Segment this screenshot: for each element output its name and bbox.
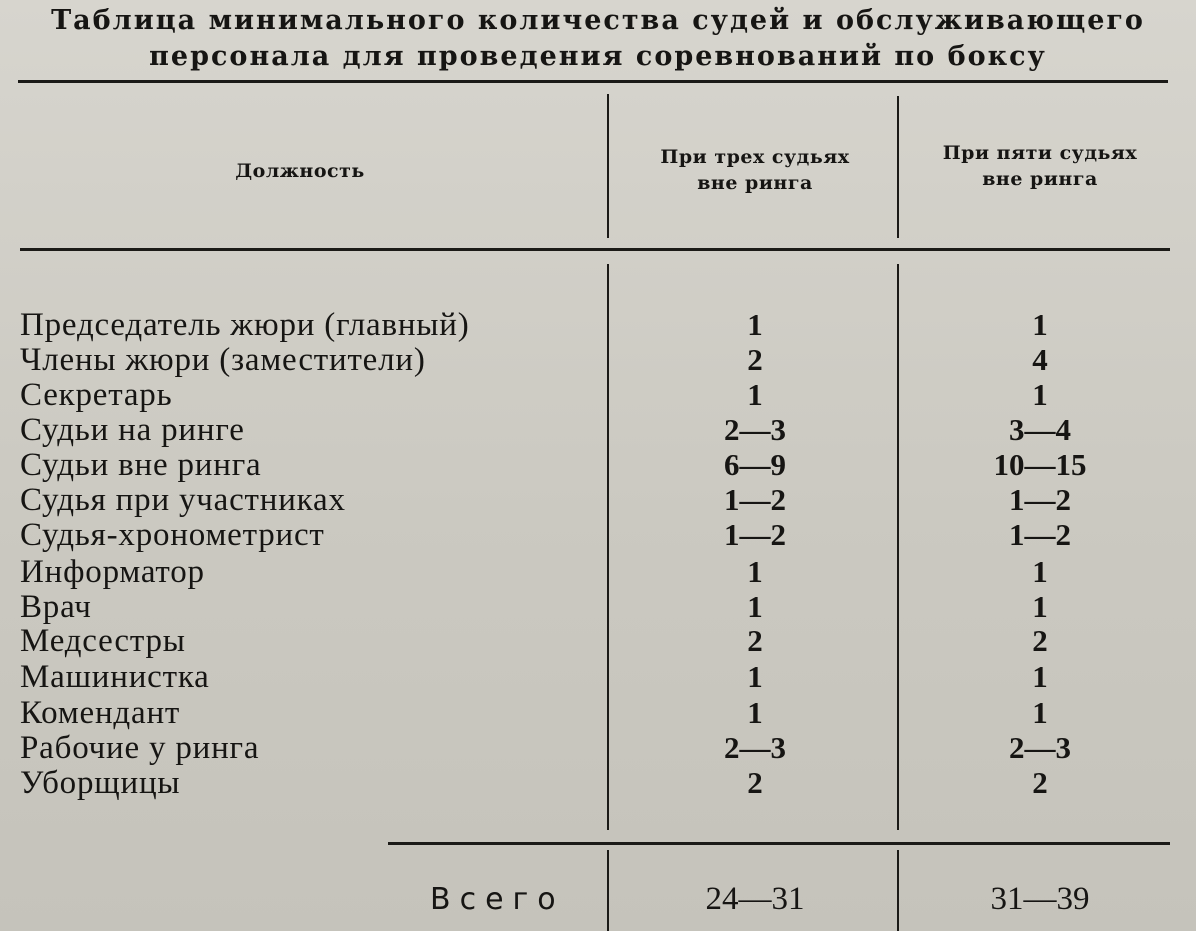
row-value-five: 10—15 xyxy=(993,447,1087,482)
row-value-five: 1 xyxy=(1032,695,1048,730)
row-position: Комендант xyxy=(20,695,181,731)
table-title-line-2: персонала для проведения соревнований по боксу xyxy=(149,41,1047,72)
row-value-five: 1 xyxy=(1032,659,1048,694)
row-value-three: 2—3 xyxy=(724,730,786,765)
row-value-three: 1—2 xyxy=(724,517,786,552)
row-value-three: 1 xyxy=(747,377,763,412)
row-position: Судьи вне ринга xyxy=(20,447,262,483)
row-value-five: 4 xyxy=(1032,342,1048,377)
row-position: Члены жюри (заместители) xyxy=(20,342,426,378)
row-position: Председатель жюри (главный) xyxy=(20,307,470,343)
column-divider-1-total xyxy=(607,850,609,931)
row-position: Информатор xyxy=(20,554,205,590)
row-value-three: 2 xyxy=(747,342,763,377)
row-value-five: 3—4 xyxy=(1009,412,1071,447)
header-position: Должность xyxy=(235,160,365,182)
row-value-three: 1 xyxy=(747,589,763,624)
header-five-judges-line-1: При пяти судьях xyxy=(942,142,1138,164)
column-divider-1-body xyxy=(607,264,609,830)
row-position: Врач xyxy=(20,589,92,625)
row-value-five: 1—2 xyxy=(1009,482,1071,517)
row-value-five: 2 xyxy=(1032,765,1048,800)
row-value-five: 2 xyxy=(1032,623,1048,658)
row-value-three: 6—9 xyxy=(724,447,786,482)
row-value-five: 1 xyxy=(1032,307,1048,342)
total-rule xyxy=(388,842,1170,845)
row-value-three: 2 xyxy=(747,623,763,658)
header-three-judges xyxy=(612,144,898,196)
row-value-three: 1 xyxy=(747,554,763,589)
row-value-five: 1 xyxy=(1032,554,1048,589)
header-five-judges xyxy=(902,140,1178,192)
row-position: Машинистка xyxy=(20,659,210,695)
header-three-judges-line-2: вне ринга xyxy=(697,172,813,194)
table-title-line-1: Таблица минимального количества судей и обслуживающего xyxy=(51,5,1145,36)
header-bottom-rule xyxy=(20,248,1170,251)
row-position: Уборщицы xyxy=(20,765,181,801)
header-five-judges-line-2: вне ринга xyxy=(982,168,1098,190)
row-position: Секретарь xyxy=(20,377,173,413)
row-value-three: 2 xyxy=(747,765,763,800)
row-position: Судья при участниках xyxy=(20,482,346,518)
total-label: Всего xyxy=(430,882,565,917)
top-rule xyxy=(18,80,1168,83)
row-value-five: 1 xyxy=(1032,377,1048,412)
total-value-five: 31—39 xyxy=(990,881,1090,917)
row-value-five: 1—2 xyxy=(1009,517,1071,552)
row-position: Судья-хронометрист xyxy=(20,517,325,553)
row-value-five: 2—3 xyxy=(1009,730,1071,765)
row-position: Медсестры xyxy=(20,623,186,659)
row-position: Рабочие у ринга xyxy=(20,730,260,766)
row-value-three: 1—2 xyxy=(724,482,786,517)
header-three-judges-line-1: При трех судьях xyxy=(660,146,850,168)
row-value-three: 1 xyxy=(747,307,763,342)
column-divider-1-header xyxy=(607,94,609,238)
row-value-three: 2—3 xyxy=(724,412,786,447)
row-position: Судьи на ринге xyxy=(20,412,245,448)
row-value-three: 1 xyxy=(747,659,763,694)
row-value-five: 1 xyxy=(1032,589,1048,624)
total-value-three: 24—31 xyxy=(705,881,805,917)
row-value-three: 1 xyxy=(747,695,763,730)
